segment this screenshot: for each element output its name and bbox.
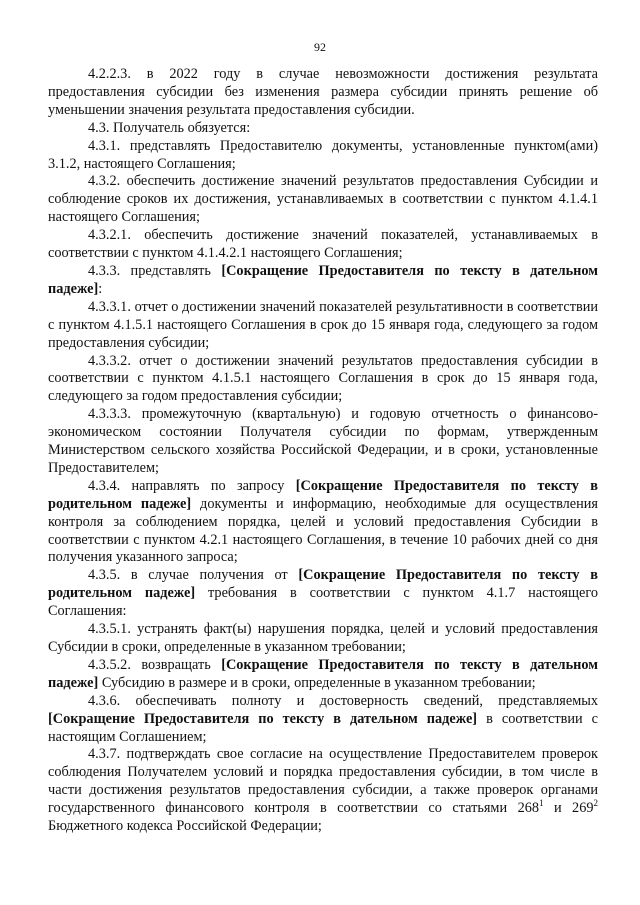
- paragraph-text: и 269: [543, 800, 594, 817]
- document-body: [48, 66, 598, 836]
- bold-placeholder-text: [Сокращение Предоставителя по тексту в родительном падеже]: [48, 477, 598, 512]
- paragraph-text: 4.3.4. направлять по запросу: [88, 477, 296, 494]
- paragraph-4-2-2-3: [48, 66, 598, 120]
- paragraph-text: требования в соответствии с пунктом 4.1.7 настоящего Соглашения:: [48, 585, 598, 620]
- paragraph-4-3-3: [48, 263, 598, 299]
- paragraph-4-3-5-1: [48, 621, 598, 657]
- paragraph-text: Субсидию в размере и в сроки, определенные в указанном требовании;: [98, 674, 536, 691]
- paragraph-text: 4.3. Получатель обязуется:: [88, 119, 251, 136]
- paragraph-text: 4.3.5.1. устранять факт(ы) нарушения порядка, целей и условий предоставления Субсидии в сроки, определенные в указанном требовании;: [48, 621, 598, 655]
- paragraph-text: 4.3.2.1. обеспечить достижение значений показателей, устанавливаемых в соответствии с пунктом 4.1.4.2.1 настоящего Соглашения;: [48, 227, 598, 262]
- paragraph-4-3-1: [48, 138, 598, 174]
- paragraph-4-3-5-2: [48, 657, 598, 693]
- paragraph-4-3-7: [48, 746, 598, 836]
- paragraph-text: 4.3.5. в случае получения от: [88, 567, 299, 584]
- paragraph-text: в соответствии с настоящим Соглашением;: [48, 710, 598, 745]
- paragraph-4-3-3-2: [48, 353, 598, 407]
- paragraph-text: 4.3.1. представлять Предоставителю документы, установленные пунктом(ами) 3.1.2, настоящего Соглашения;: [48, 137, 598, 172]
- paragraph-text: 4.3.5.2. возвращать: [88, 656, 222, 673]
- paragraph-4-3-6: [48, 693, 598, 747]
- bold-placeholder-text: [Сокращение Предоставителя по тексту в дательном падеже]: [48, 656, 598, 691]
- bold-placeholder-text: [Сокращение Предоставителя по тексту в дательном падеже]: [48, 710, 478, 727]
- paragraph-4-3-2-1: [48, 227, 598, 263]
- paragraph-text: :: [98, 280, 103, 297]
- paragraph-4-3: [48, 120, 598, 138]
- paragraph-4-3-3-3: [48, 406, 598, 478]
- paragraph-text: 4.3.7. подтверждать свое согласие на осуществление Предоставителем проверок соблюдения Получателем условий и порядка предоставления субсидии, в том числе в части достижения результатов предоставления субсидии, а также проверок органами государственного финансового контроля в соответствии со статьями 268: [48, 746, 598, 817]
- paragraph-4-3-2: [48, 173, 598, 227]
- paragraph-text: 4.3.6. обеспечивать полноту и достоверность сведений, представляемых: [88, 692, 598, 709]
- superscript-text: 1: [539, 798, 544, 809]
- superscript-text: 2: [593, 798, 598, 809]
- paragraph-4-3-3-1: [48, 299, 598, 353]
- paragraph-text: документы и информацию, необходимые для осуществления контроля за соблюдением порядка, целей и условий предоставления Субсидии в соответствии с пунктом 4.2.1 настоящего Соглашения, в течение 10 рабочих дней со дня получения указанного запроса;: [48, 495, 598, 566]
- paragraph-text: Бюджетного кодекса Российской Федерации;: [48, 818, 322, 835]
- bold-placeholder-text: [Сокращение Предоставителя по тексту в дательном падеже]: [48, 262, 598, 297]
- paragraph-text: 4.3.3.1. отчет о достижении значений показателей результативности в соответствии с пунктом 4.1.5.1 настоящего Соглашения в срок до 15 января года, следующего за годом предоставления субсидии;: [48, 298, 598, 351]
- paragraph-4-3-5: [48, 567, 598, 621]
- paragraph-text: 4.3.3. представлять: [88, 262, 222, 279]
- paragraph-text: 4.3.3.3. промежуточную (квартальную) и годовую отчетность о финансово-экономическом состоянии Получателя субсидии по формам, утвержденным Министерством сельского хозяйства Российской Федерации, и в сроки, установленные Предоставителем;: [48, 406, 598, 476]
- paragraph-4-3-4: [48, 478, 598, 568]
- paragraph-text: 4.2.2.3. в 2022 году в случае невозможности достижения результата предоставления субсидии без изменения размера субсидии принять решение об уменьшении значения результата предоставления субсидии.: [48, 66, 598, 118]
- paragraph-text: 4.3.3.2. отчет о достижении значений результатов предоставления субсидии в соответствии с пунктом 4.1.5.1 настоящего Соглашения в срок до 15 января года, следующего за годом предоставления субсидии;: [48, 352, 598, 405]
- paragraph-text: 4.3.2. обеспечить достижение значений результатов предоставления Субсидии и соблюдение сроков их достижения, устанавливаемых в соответствии с пунктом 4.1.4.1 настоящего Соглашения;: [48, 173, 598, 226]
- bold-placeholder-text: [Сокращение Предоставителя по тексту в родительном падеже]: [48, 567, 598, 602]
- page-number: 92: [314, 40, 326, 54]
